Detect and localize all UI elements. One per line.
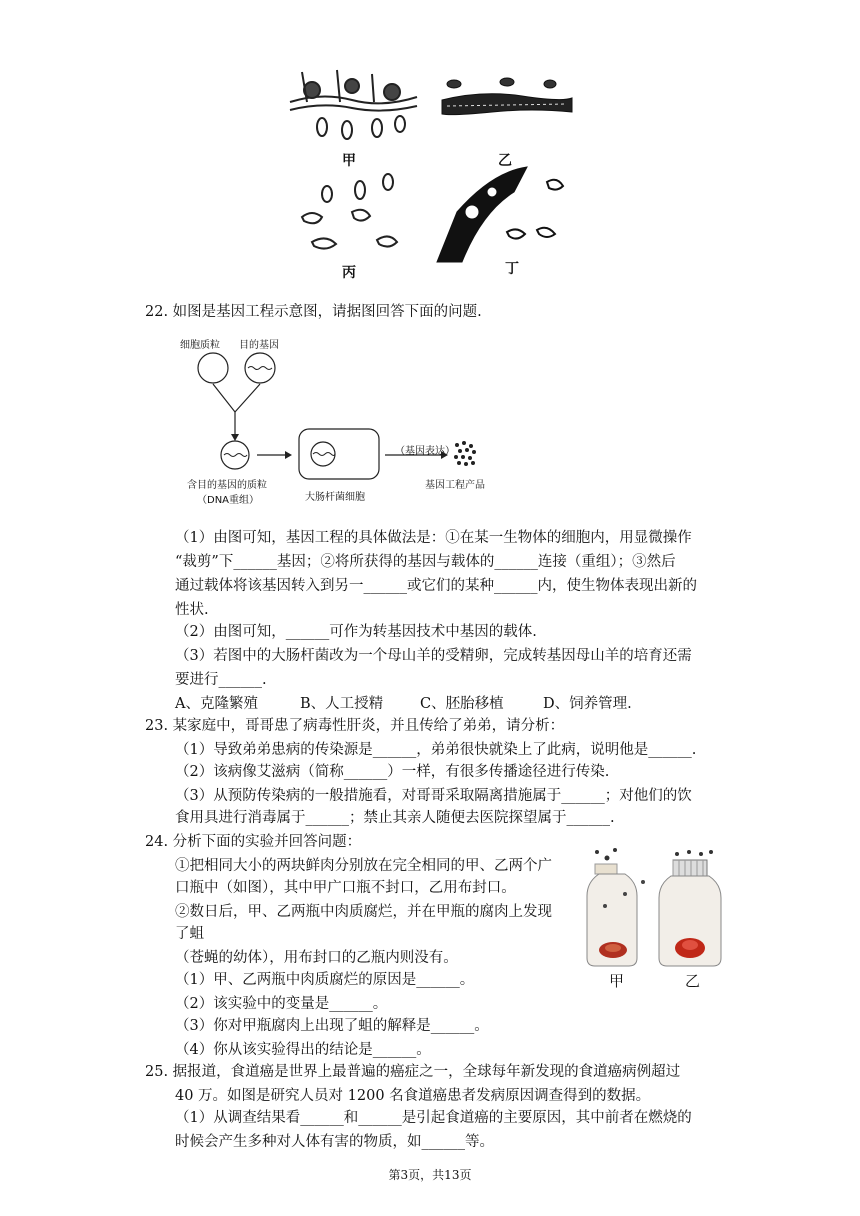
q24-line-3: ②数日后，甲、乙两瓶中肉质腐烂，并在甲瓶的腐肉上发现 (175, 904, 552, 920)
q24-line-5: （苍蝇的幼体），用布封口的乙瓶内则没有。 (175, 950, 458, 966)
page-footer: 第3页，共13页 (388, 1168, 472, 1182)
q22-line-1: （1）由图可知，基因工程的具体做法是：①在某一生物体的细胞内，用显微操作 (175, 530, 692, 546)
recombinant-label-1: 含目的基因的质粒 (187, 480, 267, 491)
q24-line-7: （2）该实验中的变量是______。 (175, 996, 388, 1012)
tissue-label-bing: 丙 (342, 265, 356, 281)
q25-heading-2: 40 万。如图是研究人员对 1200 名食道癌患者发病原因调查得到的数据。 (175, 1088, 651, 1104)
q23-line-1: （1）导致弟弟患病的传染源是______，弟弟很快就染上了此病，说明他是______. (175, 742, 697, 758)
jar-label-jia: 甲 (609, 972, 625, 990)
q23-heading: 23. 某家庭中，哥哥患了病毒性肝炎，并且传给了弟弟，请分析： (145, 718, 565, 734)
tissue-label-ding: 丁 (505, 261, 519, 277)
q24-line-2: 口瓶中（如图），其中甲广口瓶不封口，乙用布封口。 (175, 880, 516, 896)
q22-option-d: D、饲养管理. (543, 696, 632, 712)
tissue-label-jia: 甲 (342, 153, 356, 169)
q22-heading: 22. 如图是基因工程示意图，请据图回答下面的问题. (145, 304, 482, 320)
q22-option-c: C、胚胎移植 (420, 696, 504, 712)
tissue-jia-image (290, 70, 417, 139)
q24-heading: 24. 分析下面的实验并回答问题： (145, 834, 362, 850)
gene-label: 目的基因 (239, 340, 279, 351)
q25-line-2: 时候会产生多种对人体有害的物质，如______等。 (175, 1134, 494, 1150)
q24-line-6: （1）甲、乙两瓶中肉质腐烂的原因是______。 (175, 972, 475, 988)
tissue-bing-image (302, 174, 397, 249)
jar-yi-image (659, 850, 721, 966)
product-label: 基因工程产品 (425, 480, 485, 491)
q24-line-1: ①把相同大小的两块鲜肉分别放在完全相同的甲、乙两个广 (175, 858, 552, 874)
q22-option-a: A、克隆繁殖 (175, 696, 258, 712)
q24-line-8: （3）你对甲瓶腐肉上出现了蛆的解释是______。 (175, 1018, 489, 1034)
q25-heading-1: 25. 据报道，食道癌是世界上最普遍的癌症之一，全球每年新发现的食道癌病例超过 (145, 1064, 681, 1080)
q22-line-7: 要进行______. (175, 672, 267, 688)
recombinant-circle (221, 441, 249, 469)
plasmid-circle (198, 353, 228, 383)
q22-line-3: 通过载体将该基因转入到另一______或它们的某种______内，使生物体表现出新的 (175, 578, 697, 594)
jar-figure (585, 846, 725, 996)
plasmid-label: 细胞质粒 (180, 340, 220, 351)
tissue-yi-image (442, 78, 572, 115)
tissue-ding-image (437, 167, 563, 262)
q24-line-9: （4）你从该实验得出的结论是______。 (175, 1042, 431, 1058)
q22-line-2: “裁剪”下______基因；②将所获得的基因与载体的______连接（重组）；③然后 (175, 554, 676, 570)
gene-engineering-diagram (175, 330, 515, 510)
q23-line-3: （3）从预防传染病的一般措施看，对哥哥采取隔离措施属于______；对他们的饮 (175, 788, 692, 804)
jar-label-yi: 乙 (685, 972, 701, 990)
q22-line-5: （2）由图可知，______可作为转基因技术中基因的载体. (175, 624, 537, 640)
jar-graphic (585, 846, 725, 971)
q22-line-4: 性状. (175, 602, 209, 618)
q25-line-1: （1）从调查结果看______和______是引起食道癌的主要原因，其中前者在燃烧的 (175, 1110, 692, 1126)
tissue-label-yi: 乙 (498, 153, 512, 169)
jar-jia-image (587, 848, 645, 966)
product-dots (454, 441, 476, 466)
q22-option-b: B、人工授精 (300, 696, 384, 712)
q23-line-4: 食用具进行消毒属于______；禁止其亲人随便去医院探望属于______. (175, 810, 615, 826)
tissue-images (282, 62, 582, 284)
q22-line-6: （3）若图中的大肠杆菌改为一个母山羊的受精卵，完成转基因母山羊的培育还需 (175, 648, 692, 664)
ecoli-label: 大肠杆菌细胞 (305, 492, 365, 503)
recombinant-label-2: （DNA重组） (197, 495, 260, 506)
q23-line-2: （2）该病像艾滋病（简称______）一样，有很多传播途径进行传染. (175, 764, 610, 780)
tissue-figure (282, 62, 582, 284)
expression-label: （基因表达） (395, 446, 455, 457)
q24-line-4: 了蛆 (175, 926, 204, 942)
